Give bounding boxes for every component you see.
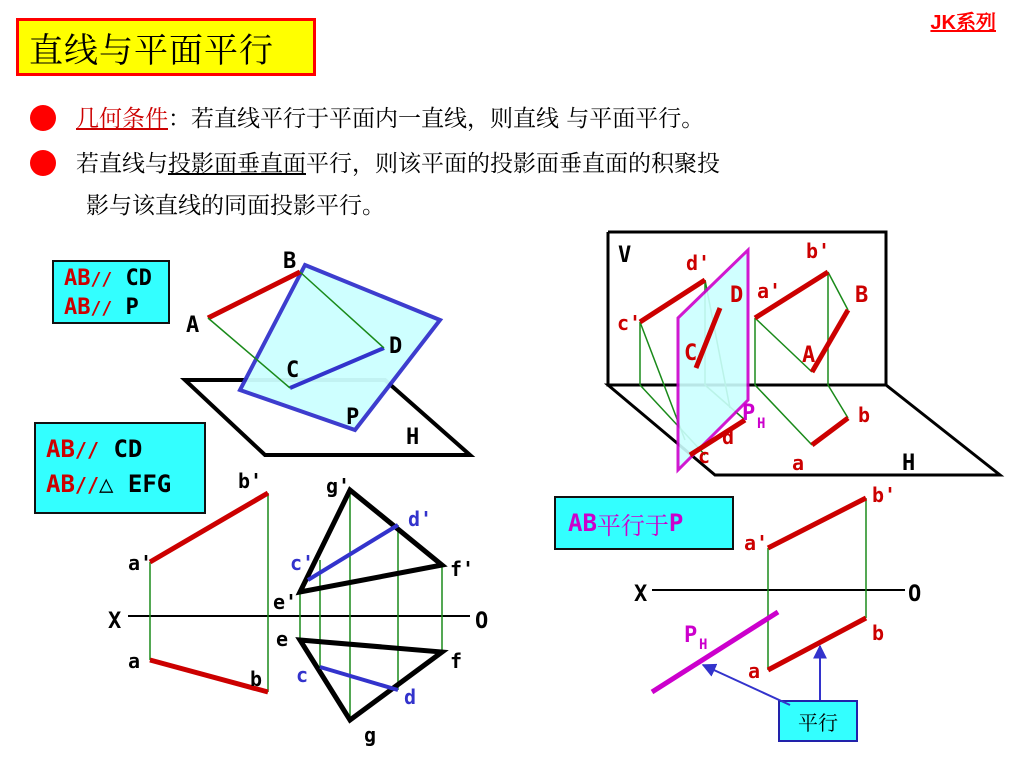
svg-text:b: b xyxy=(250,667,263,691)
line-ab-proj xyxy=(768,618,866,670)
box2-line-2: AB//△ EFG xyxy=(46,470,172,498)
label-C: C xyxy=(286,358,300,383)
iso-figure-2 xyxy=(608,232,1000,476)
arrow-to-PH xyxy=(703,665,790,705)
bullet-2-line-2: 影与该直线的同面投影平行。 xyxy=(86,193,385,219)
svg-text:c: c xyxy=(698,444,711,468)
svg-text:a: a xyxy=(792,451,805,475)
svg-text:H: H xyxy=(902,451,916,476)
svg-text:b': b' xyxy=(238,469,263,493)
bullet-1-keyword: 几何条件 xyxy=(76,106,168,132)
svg-text:a': a' xyxy=(744,531,769,555)
svg-text:g: g xyxy=(364,723,377,747)
svg-text:O: O xyxy=(475,609,489,634)
svg-text:H: H xyxy=(699,637,708,653)
iso-figure-1 xyxy=(185,249,470,455)
svg-text:f: f xyxy=(450,649,463,673)
label-A: A xyxy=(186,313,200,338)
svg-text:X: X xyxy=(634,582,648,607)
label-D: D xyxy=(389,334,403,359)
svg-text:d: d xyxy=(404,685,417,709)
svg-text:c: c xyxy=(296,663,309,687)
svg-text:e: e xyxy=(276,627,289,651)
svg-text:a: a xyxy=(128,649,141,673)
svg-text:D: D xyxy=(730,283,744,308)
svg-text:b: b xyxy=(858,403,871,427)
svg-text:O: O xyxy=(908,582,922,607)
box1-line-2: AB// P xyxy=(64,295,139,320)
box2-line-1: AB// CD xyxy=(46,435,143,463)
series-label[interactable]: JK系列 xyxy=(930,12,996,34)
svg-text:a': a' xyxy=(757,279,782,303)
bullet-2-prefix: 若直线与 xyxy=(76,151,168,177)
line-a1b1-proj xyxy=(768,498,866,548)
svg-text:c': c' xyxy=(617,311,642,335)
bullet-2-rest: 平行，则该平面的投影面垂直面的积聚投 xyxy=(306,151,720,177)
svg-text:P: P xyxy=(742,401,756,426)
svg-text:V: V xyxy=(618,243,632,268)
svg-text:H: H xyxy=(757,416,766,432)
svg-text:b: b xyxy=(872,621,885,645)
projection-figure-2 xyxy=(634,483,921,705)
svg-text:a: a xyxy=(748,659,761,683)
label-H: H xyxy=(406,425,420,450)
bullet-2-keyword: 投影面垂直面 xyxy=(168,151,306,177)
line-a1b1 xyxy=(150,493,268,562)
svg-text:B: B xyxy=(855,283,869,308)
svg-text:b': b' xyxy=(806,239,831,263)
svg-text:d': d' xyxy=(408,507,433,531)
svg-text:C: C xyxy=(684,341,698,366)
projection-figure-1 xyxy=(108,469,488,747)
label-B: B xyxy=(283,249,297,274)
svg-text:P: P xyxy=(684,623,698,648)
svg-text:a': a' xyxy=(128,551,153,575)
slide-title: 直线与平面平行 xyxy=(16,18,316,76)
svg-text:d': d' xyxy=(686,251,711,275)
svg-text:X: X xyxy=(108,609,122,634)
svg-text:d: d xyxy=(722,425,735,449)
svg-text:f': f' xyxy=(450,557,475,581)
svg-text:A: A xyxy=(802,343,816,368)
svg-text:c': c' xyxy=(290,551,315,575)
svg-text:g': g' xyxy=(326,474,351,498)
svg-text:e': e' xyxy=(273,590,298,614)
parallel-callout: 平行 xyxy=(778,700,858,742)
svg-text:b': b' xyxy=(872,483,897,507)
label-P: P xyxy=(346,405,360,430)
relation-box-3: AB 平行于 P xyxy=(554,496,734,550)
box1-line-1: AB// CD xyxy=(64,266,152,291)
bullet-1-text: ：若直线平行于平面内一直线，则直线 与平面平行。 xyxy=(168,106,705,132)
